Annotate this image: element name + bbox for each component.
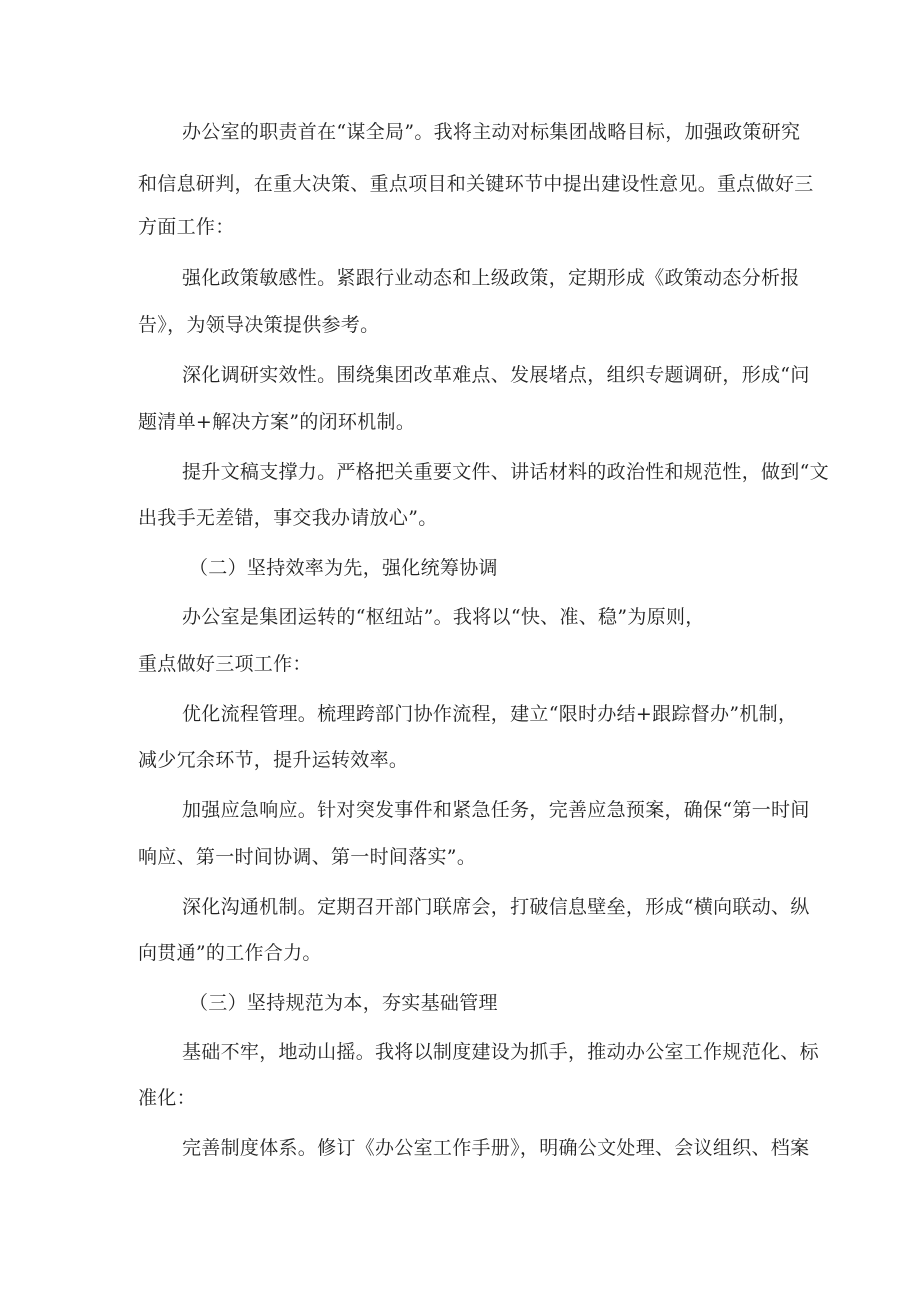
paragraph-line: 提升文稿支撑力。严格把关重要文件、讲话材料的政治性和规范性，做到“文	[182, 461, 829, 483]
paragraph-line: 完善制度体系。修订《办公室工作手册》，明确公文处理、会议组织、档案	[182, 1137, 810, 1159]
paragraph-line: 方面工作：	[138, 216, 235, 238]
paragraph-line: 深化沟通机制。定期召开部门联席会，打破信息壁垒，形成“横向联动、纵	[182, 896, 810, 918]
paragraph-line: 办公室的职责首在“谋全局”。我将主动对标集团战略目标，加强政策研究	[182, 121, 801, 143]
paragraph-line: 向贯通”的工作合力。	[138, 942, 322, 964]
paragraph-line: 重点做好三项工作：	[138, 653, 312, 675]
paragraph-line: 加强应急响应。针对突发事件和紧急任务，完善应急预案，确保“第一时间	[182, 799, 810, 821]
section-heading: （三）坚持规范为本，夯实基础管理	[189, 992, 498, 1014]
paragraph-line: 题清单+解决方案”的闭环机制。	[138, 411, 416, 433]
paragraph-line: 出我手无差错，事交我办请放心”。	[138, 507, 438, 529]
paragraph-line: 和信息研判，在重大决策、重点项目和关键环节中提出建设性意见。重点做好三	[138, 173, 814, 195]
section-heading: （二）坚持效率为先，强化统筹协调	[189, 557, 498, 579]
paragraph-line: 响应、第一时间协调、第一时间落实”。	[138, 846, 477, 868]
paragraph-line: 办公室是集团运转的“枢纽站”。我将以“快、准、稳”为原则，	[182, 606, 705, 628]
paragraph-line: 强化政策敏感性。紧跟行业动态和上级政策，定期形成《政策动态分析报	[182, 267, 800, 289]
paragraph-line: 优化流程管理。梳理跨部门协作流程，建立“限时办结+跟踪督办”机制，	[182, 703, 798, 725]
paragraph-line: 深化调研实效性。围绕集团改革难点、发展堵点，组织专题调研，形成“问	[182, 364, 810, 386]
paragraph-line: 准化：	[138, 1087, 196, 1109]
paragraph-line: 告》，为领导决策提供参考。	[138, 314, 380, 336]
paragraph-line: 基础不牢，地动山摇。我将以制度建设为抓手，推动办公室工作规范化、标	[182, 1041, 819, 1063]
paragraph-line: 减少冗余环节，提升运转效率。	[138, 749, 409, 771]
